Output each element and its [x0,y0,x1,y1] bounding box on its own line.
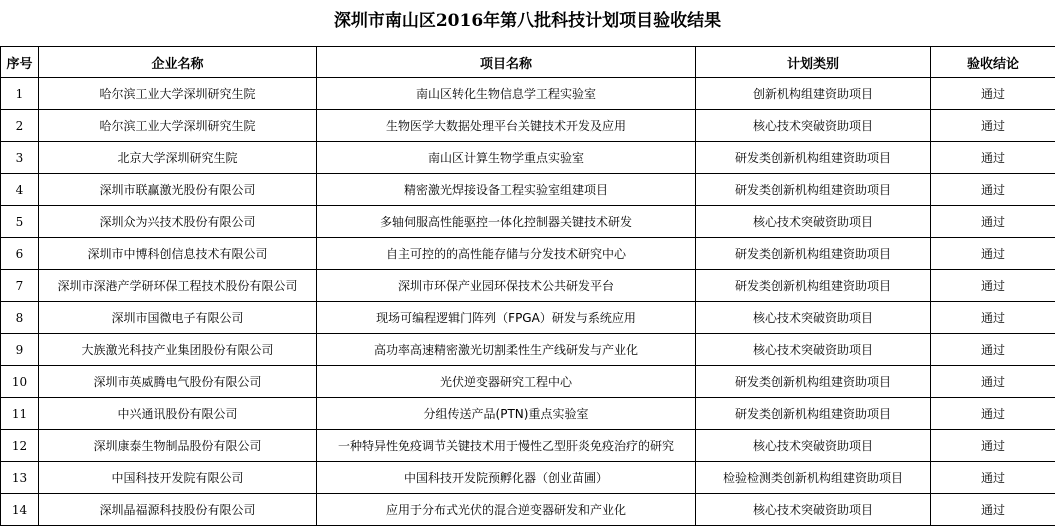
table-row [1,302,1055,334]
row-number: 10 [1,366,39,398]
company-name: 深圳市英威腾电气股份有限公司 [39,366,317,398]
row-number: 12 [1,430,39,462]
header-no: 序号 [1,47,39,78]
table-row [1,174,1055,206]
acceptance-result: 通过 [931,366,1055,398]
project-name: 光伏逆变器研究工程中心 [317,366,696,398]
plan-category: 检验检测类创新机构组建资助项目 [696,462,931,494]
plan-category: 核心技术突破资助项目 [696,302,931,334]
row-number: 4 [1,174,39,206]
plan-category: 核心技术突破资助项目 [696,334,931,366]
header-row [1,47,1055,78]
acceptance-result: 通过 [931,78,1055,110]
row-number: 2 [1,110,39,142]
table-row [1,238,1055,270]
plan-category: 研发类创新机构组建资助项目 [696,238,931,270]
project-name: 生物医学大数据处理平台关键技术开发及应用 [317,110,696,142]
row-number: 8 [1,302,39,334]
acceptance-result: 通过 [931,110,1055,142]
acceptance-result: 通过 [931,302,1055,334]
acceptance-result: 通过 [931,270,1055,302]
company-name: 深圳市深港产学研环保工程技术股份有限公司 [39,270,317,302]
acceptance-result: 通过 [931,142,1055,174]
company-name: 哈尔滨工业大学深圳研究生院 [39,110,317,142]
acceptance-result: 通过 [931,206,1055,238]
plan-category: 研发类创新机构组建资助项目 [696,270,931,302]
acceptance-result: 通过 [931,430,1055,462]
row-number: 1 [1,78,39,110]
project-name: 南山区转化生物信息学工程实验室 [317,78,696,110]
table-row [1,270,1055,302]
company-name: 北京大学深圳研究生院 [39,142,317,174]
table-row [1,110,1055,142]
table-row [1,430,1055,462]
row-number: 13 [1,462,39,494]
row-number: 11 [1,398,39,430]
plan-category: 核心技术突破资助项目 [696,206,931,238]
header-project: 项目名称 [317,47,696,78]
row-number: 9 [1,334,39,366]
acceptance-result: 通过 [931,494,1055,526]
plan-category: 研发类创新机构组建资助项目 [696,398,931,430]
acceptance-result: 通过 [931,462,1055,494]
table-row [1,334,1055,366]
header-company: 企业名称 [39,47,317,78]
project-name: 深圳市环保产业园环保技术公共研发平台 [317,270,696,302]
row-number: 7 [1,270,39,302]
company-name: 中兴通讯股份有限公司 [39,398,317,430]
table-row [1,78,1055,110]
header-result: 验收结论 [931,47,1055,78]
table-row [1,142,1055,174]
table-row [1,206,1055,238]
results-table [0,46,1055,526]
page-title: 深圳市南山区2016年第八批科技计划项目验收结果 [333,11,722,31]
company-name: 深圳市国微电子有限公司 [39,302,317,334]
table-body [1,78,1055,526]
plan-category: 核心技术突破资助项目 [696,110,931,142]
project-name: 应用于分布式光伏的混合逆变器研发和产业化 [317,494,696,526]
company-name: 深圳市中博科创信息技术有限公司 [39,238,317,270]
project-name: 中国科技开发院预孵化器（创业苗圃） [317,462,696,494]
table-row [1,366,1055,398]
plan-category: 研发类创新机构组建资助项目 [696,366,931,398]
plan-category: 研发类创新机构组建资助项目 [696,142,931,174]
header-category: 计划类别 [696,47,931,78]
row-number: 3 [1,142,39,174]
table-row [1,398,1055,430]
project-name: 一种特异性免疫调节关键技术用于慢性乙型肝炎免疫治疗的研究 [317,430,696,462]
project-name: 现场可编程逻辑门阵列（FPGA）研发与系统应用 [317,302,696,334]
company-name: 哈尔滨工业大学深圳研究生院 [39,78,317,110]
company-name: 深圳晶福源科技股份有限公司 [39,494,317,526]
plan-category: 核心技术突破资助项目 [696,494,931,526]
company-name: 深圳众为兴技术股份有限公司 [39,206,317,238]
project-name: 高功率高速精密激光切割柔性生产线研发与产业化 [317,334,696,366]
plan-category: 创新机构组建资助项目 [696,78,931,110]
table-header [1,47,1055,78]
acceptance-result: 通过 [931,174,1055,206]
table-row [1,462,1055,494]
company-name: 中国科技开发院有限公司 [39,462,317,494]
company-name: 深圳市联赢激光股份有限公司 [39,174,317,206]
project-name: 多轴伺服高性能驱控一体化控制器关键技术研发 [317,206,696,238]
company-name: 大族激光科技产业集团股份有限公司 [39,334,317,366]
row-number: 6 [1,238,39,270]
company-name: 深圳康泰生物制品股份有限公司 [39,430,317,462]
acceptance-result: 通过 [931,398,1055,430]
project-name: 分组传送产品(PTN)重点实验室 [317,398,696,430]
acceptance-result: 通过 [931,238,1055,270]
row-number: 5 [1,206,39,238]
table-row [1,494,1055,526]
project-name: 南山区计算生物学重点实验室 [317,142,696,174]
project-name: 自主可控的的高性能存储与分发技术研究中心 [317,238,696,270]
project-name: 精密激光焊接设备工程实验室组建项目 [317,174,696,206]
plan-category: 研发类创新机构组建资助项目 [696,174,931,206]
acceptance-result: 通过 [931,334,1055,366]
row-number: 14 [1,494,39,526]
plan-category: 核心技术突破资助项目 [696,430,931,462]
